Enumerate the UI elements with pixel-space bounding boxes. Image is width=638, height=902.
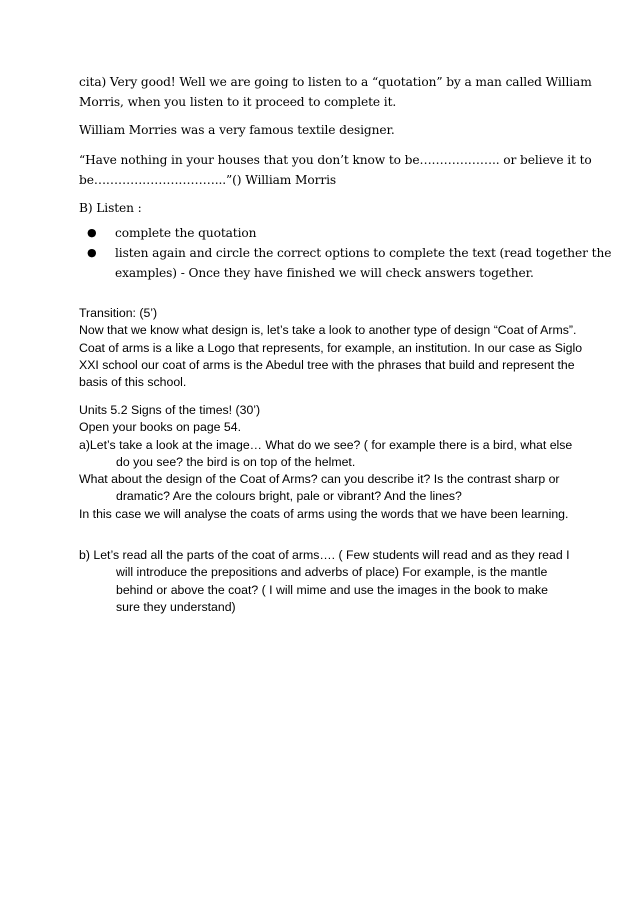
list-item	[79, 243, 612, 283]
listen-bullet-list	[79, 223, 612, 283]
quotation-line-1: “Have nothing in your houses that you don’t know to be……………….. or believe it to	[79, 153, 592, 167]
transition-line-2: Coat of arms is a like a Logo that represents, for example, an institution. In our case as Siglo	[79, 340, 583, 355]
unit-section	[79, 402, 573, 523]
transition-line-3: XXI school our coat of arms is the Abedul tree with the phrases that build and represent the	[79, 357, 575, 372]
bullet-1-line-1: complete the quotation	[115, 226, 257, 240]
question-a-line-1: a)Let’s take a look at the image… What do we see? ( for example there is a bird, what else	[79, 437, 573, 452]
intro-line-1: cita) Very good! Well we are going to listen to a “quotation” by a man called William	[79, 75, 592, 89]
part-b-section	[79, 547, 569, 616]
part-b-line-3: behind or above the coat? ( I will mime and use the images in the book to make	[116, 582, 549, 597]
transition-heading: Transition: (5’)	[79, 306, 158, 320]
listen-heading	[79, 198, 569, 218]
part-b-line-2: will introduce the prepositions and adverbs of place) For example, is the mantle	[116, 565, 548, 580]
transition-section	[79, 305, 583, 391]
list-item	[79, 223, 569, 243]
bullet-icon: ●	[87, 226, 97, 239]
analyse-line: In this case we will analyse the coats of arms using the words that we have been learning.	[79, 506, 569, 521]
designer-note	[79, 120, 569, 140]
intro-paragraph	[79, 72, 592, 112]
part-b-line-1: b) Let’s read all the parts of the coat of arms…. ( Few students will read and as they read I	[79, 548, 570, 562]
quotation-paragraph	[79, 150, 592, 190]
part-b-line-4: sure they understand)	[116, 599, 236, 614]
bullet-2-line-2: examples) - Once they have finished we will check answers together.	[115, 266, 534, 280]
unit-heading: Units 5.2 Signs of the times! (30’)	[79, 403, 261, 417]
quotation-line-2: be…………………………...”() William Morris	[79, 173, 337, 187]
designer-note-text: William Morries was a very famous textile designer.	[79, 123, 395, 137]
intro-line-2: Morris, when you listen to it proceed to complete it.	[79, 95, 397, 109]
transition-line-4: basis of this school.	[79, 375, 187, 390]
bullet-2-line-1: listen again and circle the correct options to complete the text (read together the	[115, 246, 612, 260]
bullet-icon: ●	[87, 246, 97, 259]
question-a-line-2: do you see? the bird is on top of the helmet.	[116, 454, 356, 469]
design-question-line-2: dramatic? Are the colours bright, pale or vibrant? And the lines?	[116, 489, 462, 504]
design-question-line-1: What about the design of the Coat of Arms? can you describe it? Is the contrast sharp or	[79, 472, 560, 487]
listen-heading-text: B) Listen :	[79, 201, 142, 215]
transition-line-1: Now that we know what design is, let’s take a look to another type of design “Coat of Arms”.	[79, 323, 577, 338]
open-books-line: Open your books on page 54.	[79, 420, 242, 435]
